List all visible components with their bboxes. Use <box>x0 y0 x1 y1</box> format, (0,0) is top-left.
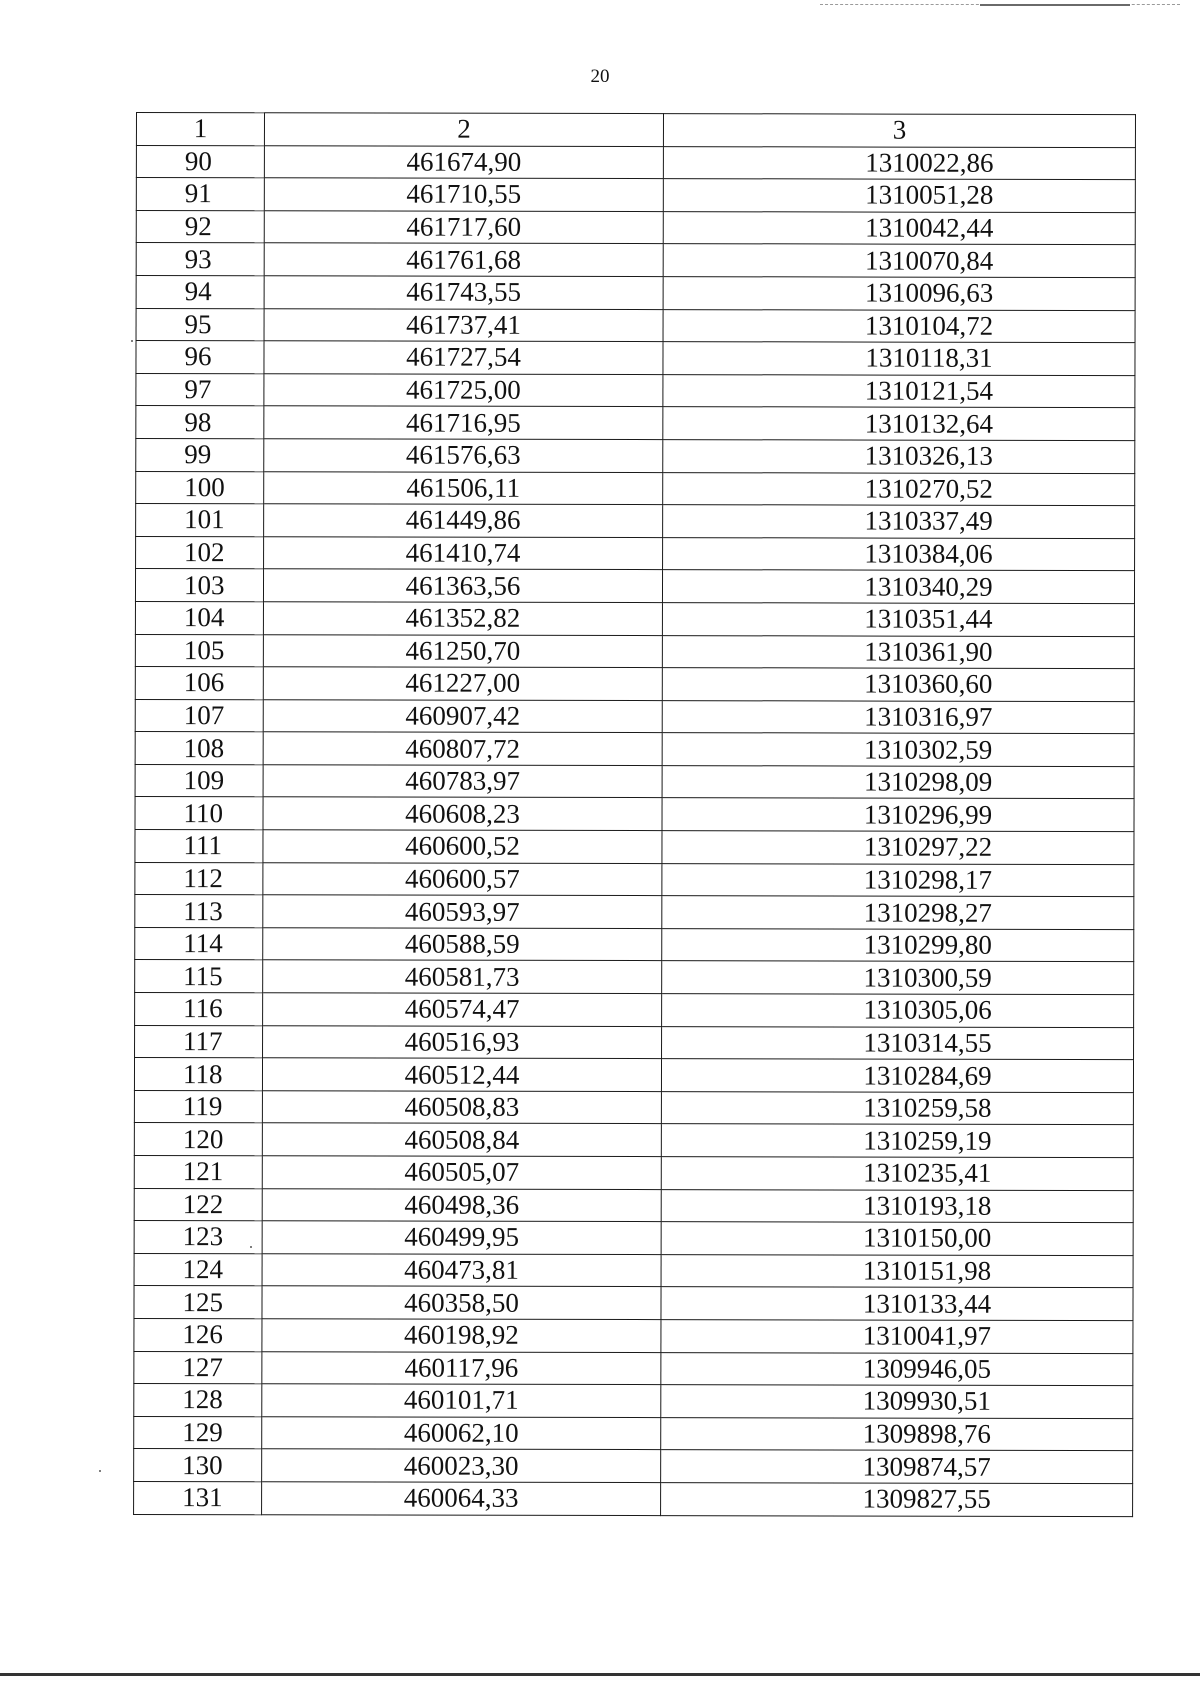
column-header-1: 1 <box>136 113 264 146</box>
y-coordinate-cell: 1310235,41 <box>661 1157 1133 1191</box>
y-coordinate-cell: 1309898,76 <box>661 1417 1133 1451</box>
y-coordinate-cell: 1310118,31 <box>663 342 1135 376</box>
y-coordinate-cell: 1310193,18 <box>661 1189 1133 1223</box>
table-row <box>134 1351 1133 1386</box>
table-row <box>134 1253 1133 1288</box>
table-row <box>136 178 1135 213</box>
x-coordinate-cell: 460499,95 <box>262 1221 661 1254</box>
point-number-cell: 116 <box>135 993 263 1026</box>
scan-artifact-bottom-edge <box>0 1673 1200 1676</box>
point-number-cell: 111 <box>135 830 263 863</box>
point-number-cell: 120 <box>134 1123 262 1156</box>
y-coordinate-cell: 1310051,28 <box>663 179 1135 213</box>
y-coordinate-cell: 1309827,55 <box>661 1483 1133 1517</box>
point-number-cell: 127 <box>134 1351 262 1384</box>
y-coordinate-cell: 1310298,09 <box>662 765 1134 799</box>
table-row <box>135 667 1134 702</box>
x-coordinate-cell: 460588,59 <box>263 928 662 961</box>
x-coordinate-cell: 460101,71 <box>262 1384 661 1417</box>
point-number-cell: 108 <box>135 732 263 765</box>
x-coordinate-cell: 461363,56 <box>263 569 662 602</box>
coordinates-table-body <box>134 113 1136 1517</box>
point-number-cell: 122 <box>134 1188 262 1221</box>
table-row <box>135 764 1134 799</box>
point-number-cell: 114 <box>135 927 263 960</box>
y-coordinate-cell: 1310259,58 <box>661 1091 1133 1125</box>
point-number-cell: 121 <box>134 1155 262 1188</box>
x-coordinate-cell: 460907,42 <box>263 699 662 732</box>
y-coordinate-cell: 1310041,97 <box>661 1320 1133 1354</box>
table-row <box>134 1481 1133 1516</box>
point-number-cell: 123 <box>134 1221 262 1254</box>
point-number-cell: 99 <box>136 438 264 471</box>
y-coordinate-cell: 1310299,80 <box>662 928 1134 962</box>
table-row <box>136 406 1135 441</box>
column-header-2: 2 <box>264 113 663 146</box>
point-number-cell: 115 <box>135 960 263 993</box>
x-coordinate-cell: 461761,68 <box>264 243 663 276</box>
column-header-3: 3 <box>663 114 1135 148</box>
point-number-cell: 130 <box>134 1449 262 1482</box>
x-coordinate-cell: 461737,41 <box>264 308 663 341</box>
y-coordinate-cell: 1310297,22 <box>662 831 1134 865</box>
point-number-cell: 118 <box>134 1058 262 1091</box>
x-coordinate-cell: 460600,57 <box>263 862 662 895</box>
page-number: 20 <box>590 66 610 87</box>
point-number-cell: 101 <box>136 504 264 537</box>
table-row <box>134 1123 1133 1158</box>
table-row <box>134 1221 1133 1256</box>
y-coordinate-cell: 1310337,49 <box>663 505 1135 539</box>
y-coordinate-cell: 1310070,84 <box>663 244 1135 278</box>
point-number-cell: 91 <box>136 178 264 211</box>
x-coordinate-cell: 461743,55 <box>264 276 663 309</box>
y-coordinate-cell: 1310302,59 <box>662 733 1134 767</box>
point-number-cell: 112 <box>135 862 263 895</box>
x-coordinate-cell: 460508,84 <box>262 1123 661 1156</box>
table-row <box>136 243 1135 278</box>
table-row <box>134 1449 1133 1484</box>
table-row <box>136 504 1135 539</box>
x-coordinate-cell: 460064,33 <box>262 1482 661 1515</box>
y-coordinate-cell: 1310384,06 <box>663 537 1135 571</box>
x-coordinate-cell: 461250,70 <box>263 634 662 667</box>
table-row <box>135 830 1134 865</box>
x-coordinate-cell: 461576,63 <box>264 439 663 472</box>
x-coordinate-cell: 460473,81 <box>262 1254 661 1287</box>
table-row <box>134 1318 1133 1353</box>
point-number-cell: 128 <box>134 1384 262 1417</box>
table-row <box>135 569 1134 604</box>
table-row <box>134 1155 1133 1190</box>
y-coordinate-cell: 1310326,13 <box>663 440 1135 474</box>
scan-speck <box>99 1470 101 1472</box>
x-coordinate-cell: 460023,30 <box>262 1449 661 1482</box>
x-coordinate-cell: 460783,97 <box>263 765 662 798</box>
y-coordinate-cell: 1310022,86 <box>663 146 1135 180</box>
table-row <box>136 373 1135 408</box>
coordinates-table <box>133 112 1136 1517</box>
table-row <box>135 699 1134 734</box>
y-coordinate-cell: 1310360,60 <box>662 668 1134 702</box>
point-number-cell: 117 <box>135 1025 263 1058</box>
point-number-cell: 90 <box>136 145 264 178</box>
x-coordinate-cell: 460516,93 <box>263 1025 662 1058</box>
table-row <box>136 438 1135 473</box>
table-row <box>135 634 1134 669</box>
y-coordinate-cell: 1310305,06 <box>662 994 1134 1028</box>
x-coordinate-cell: 460117,96 <box>262 1351 661 1384</box>
table-row <box>136 308 1135 343</box>
table-row <box>134 1058 1133 1093</box>
table-row <box>134 1384 1133 1419</box>
x-coordinate-cell: 460807,72 <box>263 732 662 765</box>
point-number-cell: 110 <box>135 797 263 830</box>
x-coordinate-cell: 461717,60 <box>264 211 663 244</box>
x-coordinate-cell: 461674,90 <box>264 145 663 178</box>
table-row <box>135 960 1134 995</box>
table-row <box>136 275 1135 310</box>
x-coordinate-cell: 460062,10 <box>262 1417 661 1450</box>
point-number-cell: 131 <box>134 1481 262 1514</box>
x-coordinate-cell: 460358,50 <box>262 1286 661 1319</box>
x-coordinate-cell: 460505,07 <box>262 1156 661 1189</box>
table-row <box>136 145 1135 180</box>
x-coordinate-cell: 461352,82 <box>263 602 662 635</box>
point-number-cell: 102 <box>136 536 264 569</box>
y-coordinate-cell: 1310340,29 <box>662 570 1134 604</box>
table-row <box>136 341 1135 376</box>
y-coordinate-cell: 1310361,90 <box>662 635 1134 669</box>
y-coordinate-cell: 1310132,64 <box>663 407 1135 441</box>
table-row <box>134 1416 1133 1451</box>
y-coordinate-cell: 1310316,97 <box>662 700 1134 734</box>
x-coordinate-cell: 460574,47 <box>263 993 662 1026</box>
y-coordinate-cell: 1310150,00 <box>661 1222 1133 1256</box>
point-number-cell: 119 <box>134 1090 262 1123</box>
table-row <box>134 1188 1133 1223</box>
table-row <box>135 895 1134 930</box>
point-number-cell: 96 <box>136 341 264 374</box>
y-coordinate-cell: 1310298,27 <box>662 896 1134 930</box>
x-coordinate-cell: 460498,36 <box>262 1188 661 1221</box>
x-coordinate-cell: 460198,92 <box>262 1319 661 1352</box>
x-coordinate-cell: 460600,52 <box>263 830 662 863</box>
y-coordinate-cell: 1310096,63 <box>663 277 1135 311</box>
x-coordinate-cell: 460512,44 <box>262 1058 661 1091</box>
point-number-cell: 125 <box>134 1286 262 1319</box>
y-coordinate-cell: 1310121,54 <box>663 374 1135 408</box>
point-number-cell: 106 <box>135 667 263 700</box>
scan-artifact-top-line <box>980 4 1130 6</box>
y-coordinate-cell: 1309930,51 <box>661 1385 1133 1419</box>
point-number-cell: 104 <box>135 601 263 634</box>
point-number-cell: 129 <box>134 1416 262 1449</box>
point-number-cell: 98 <box>136 406 264 439</box>
x-coordinate-cell: 460593,97 <box>263 895 662 928</box>
y-coordinate-cell: 1310259,19 <box>661 1124 1133 1158</box>
y-coordinate-cell: 1310042,44 <box>663 211 1135 245</box>
x-coordinate-cell: 461410,74 <box>264 536 663 569</box>
x-coordinate-cell: 461725,00 <box>264 374 663 407</box>
y-coordinate-cell: 1310300,59 <box>662 961 1134 995</box>
point-number-cell: 95 <box>136 308 264 341</box>
table-row <box>135 1025 1134 1060</box>
table-row <box>135 993 1134 1028</box>
table-row <box>135 927 1134 962</box>
point-number-cell: 93 <box>136 243 264 276</box>
table-row <box>134 1286 1133 1321</box>
x-coordinate-cell: 460508,83 <box>262 1091 661 1124</box>
x-coordinate-cell: 460581,73 <box>263 960 662 993</box>
y-coordinate-cell: 1309946,05 <box>661 1352 1133 1386</box>
point-number-cell: 94 <box>136 275 264 308</box>
table-header-row <box>136 113 1135 148</box>
point-number-cell: 113 <box>135 895 263 928</box>
point-number-cell: 103 <box>135 569 263 602</box>
y-coordinate-cell: 1310284,69 <box>661 1059 1133 1093</box>
x-coordinate-cell: 461727,54 <box>264 341 663 374</box>
point-number-cell: 126 <box>134 1318 262 1351</box>
x-coordinate-cell: 461710,55 <box>264 178 663 211</box>
y-coordinate-cell: 1310133,44 <box>661 1287 1133 1321</box>
y-coordinate-cell: 1310351,44 <box>662 603 1134 637</box>
x-coordinate-cell: 460608,23 <box>263 797 662 830</box>
table-row <box>136 471 1135 506</box>
point-number-cell: 100 <box>136 471 264 504</box>
y-coordinate-cell: 1310104,72 <box>663 309 1135 343</box>
scan-speck <box>131 340 133 342</box>
point-number-cell: 109 <box>135 764 263 797</box>
table-row <box>135 797 1134 832</box>
table-row <box>134 1090 1133 1125</box>
y-coordinate-cell: 1310298,17 <box>662 863 1134 897</box>
x-coordinate-cell: 461716,95 <box>264 406 663 439</box>
table-row <box>136 536 1135 571</box>
y-coordinate-cell: 1309874,57 <box>661 1450 1133 1484</box>
table-row <box>135 732 1134 767</box>
table-row <box>136 210 1135 245</box>
point-number-cell: 107 <box>135 699 263 732</box>
point-number-cell: 97 <box>136 373 264 406</box>
y-coordinate-cell: 1310296,99 <box>662 798 1134 832</box>
x-coordinate-cell: 461506,11 <box>264 471 663 504</box>
point-number-cell: 92 <box>136 210 264 243</box>
y-coordinate-cell: 1310270,52 <box>663 472 1135 506</box>
y-coordinate-cell: 1310314,55 <box>662 1026 1134 1060</box>
point-number-cell: 124 <box>134 1253 262 1286</box>
x-coordinate-cell: 461449,86 <box>264 504 663 537</box>
y-coordinate-cell: 1310151,98 <box>661 1254 1133 1288</box>
table-row <box>135 601 1134 636</box>
x-coordinate-cell: 461227,00 <box>263 667 662 700</box>
table-row <box>135 862 1134 897</box>
point-number-cell: 105 <box>135 634 263 667</box>
